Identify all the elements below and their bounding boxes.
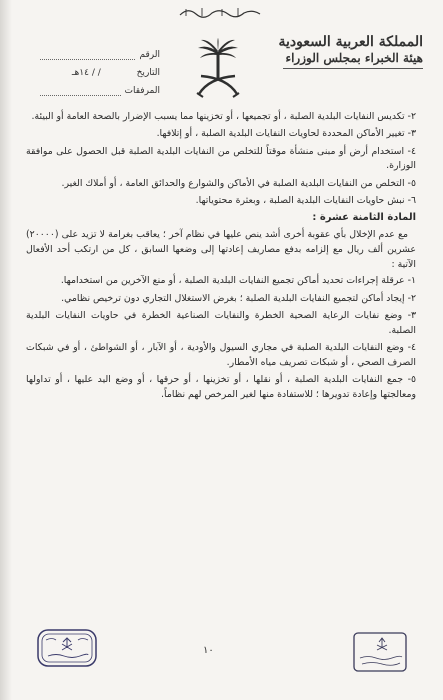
date-value: / / ١٤هـ — [71, 68, 101, 78]
list-item: ٤- استخدام أرض أو مبنى منشأة موقتاً للتخلص من النفايات البلدية الصلبة قبل الحصول على موافقة الوزارة. — [26, 145, 416, 172]
official-stamp-left — [36, 626, 98, 670]
reference-block — [40, 42, 160, 96]
org-line-1: المملكة العربية السعودية — [278, 34, 423, 50]
org-line-2: هيئة الخبراء بمجلس الوزراء — [285, 51, 423, 65]
list-item: ٦- نبش حاويات النفايات البلدية الصلبة ، وبعثرة محتوياتها. — [195, 194, 416, 206]
list-item: ١- عرقلة إجراءات تحديد أماكن تجميع النفايات البلدية الصلبة ، أو منع الآخرين من استخدامها. — [60, 275, 416, 287]
attachments-label: المرفقات — [124, 86, 160, 96]
organization-header — [263, 34, 423, 69]
article-intro: مع عدم الإخلال بأي عقوبة أخرى أشد ينص عليها في نظام آخر ؛ يعاقب بغرامة لا تزيد على (٢٠٠٠٠) عشرين ألف ريال مع إلزامه بدفع مصاريف إعادتها إلى وضعها السابق ، كل من ارتكب أحد الأفعال الآتية : — [26, 229, 416, 270]
ref-dotted-line — [40, 49, 135, 60]
list-item: ٣- تغيير الأماكن المحددة لحاويات النفايات البلدية الصلبة ، أو إتلافها. — [156, 128, 416, 140]
header-underline — [283, 68, 423, 69]
page-number: ١٠ — [203, 645, 214, 656]
saudi-emblem-icon — [195, 38, 241, 100]
list-item: ٥- التخلص من النفايات البلدية الصلبة في الأماكن والشوارع والحدائق العامة ، أو أملاك الغير. — [61, 177, 416, 189]
date-label: التاريخ — [136, 68, 160, 78]
bismillah-calligraphy — [178, 5, 262, 19]
ref-label: الرقم — [139, 50, 160, 60]
attachments-dotted-line — [40, 85, 121, 96]
reference-row — [40, 42, 160, 60]
document-body — [26, 110, 416, 405]
scan-edge-shadow — [0, 0, 12, 700]
list-item: ٢- إيجاد أماكن لتجميع النفايات البلدية الصلبة ؛ بغرض الاستغلال التجاري دون ترخيص نظامي. — [61, 292, 416, 304]
list-item: ٥- جمع النفايات البلدية الصلبة ، أو نقلها ، أو تخزينها ، أو حرقها ، أو وضع اليد عليها ، أو تداولها ومعالجتها وإعادة تدويرها ؛ للاستفادة منها لغير المرخص لهم نظاماً. — [26, 374, 416, 401]
list-item: ٢- تكديس النفايات البلدية الصلبة ، أو تجميعها ، أو تخزينها مما يسبب الإضرار بالصحة العامة أو البيئة. — [31, 111, 416, 122]
article-title: المادة الثامنة عشرة : — [312, 212, 416, 224]
official-stamp-right — [350, 630, 412, 674]
date-row — [40, 60, 160, 78]
attachments-row — [40, 78, 160, 96]
list-item: ٣- وضع نفايات الرعاية الصحية الخطرة والنفايات الصناعية الخطرة في حاويات النفايات البلدية الصلبة. — [26, 310, 416, 336]
list-item: ٤- وضع النفايات البلدية الصلبة في مجاري السيول والأودية ، أو الآبار ، أو الشواطئ ، أو في شبكات الصرف الصحي ، أو شبكات تصريف مياه الأمطار. — [26, 342, 416, 368]
